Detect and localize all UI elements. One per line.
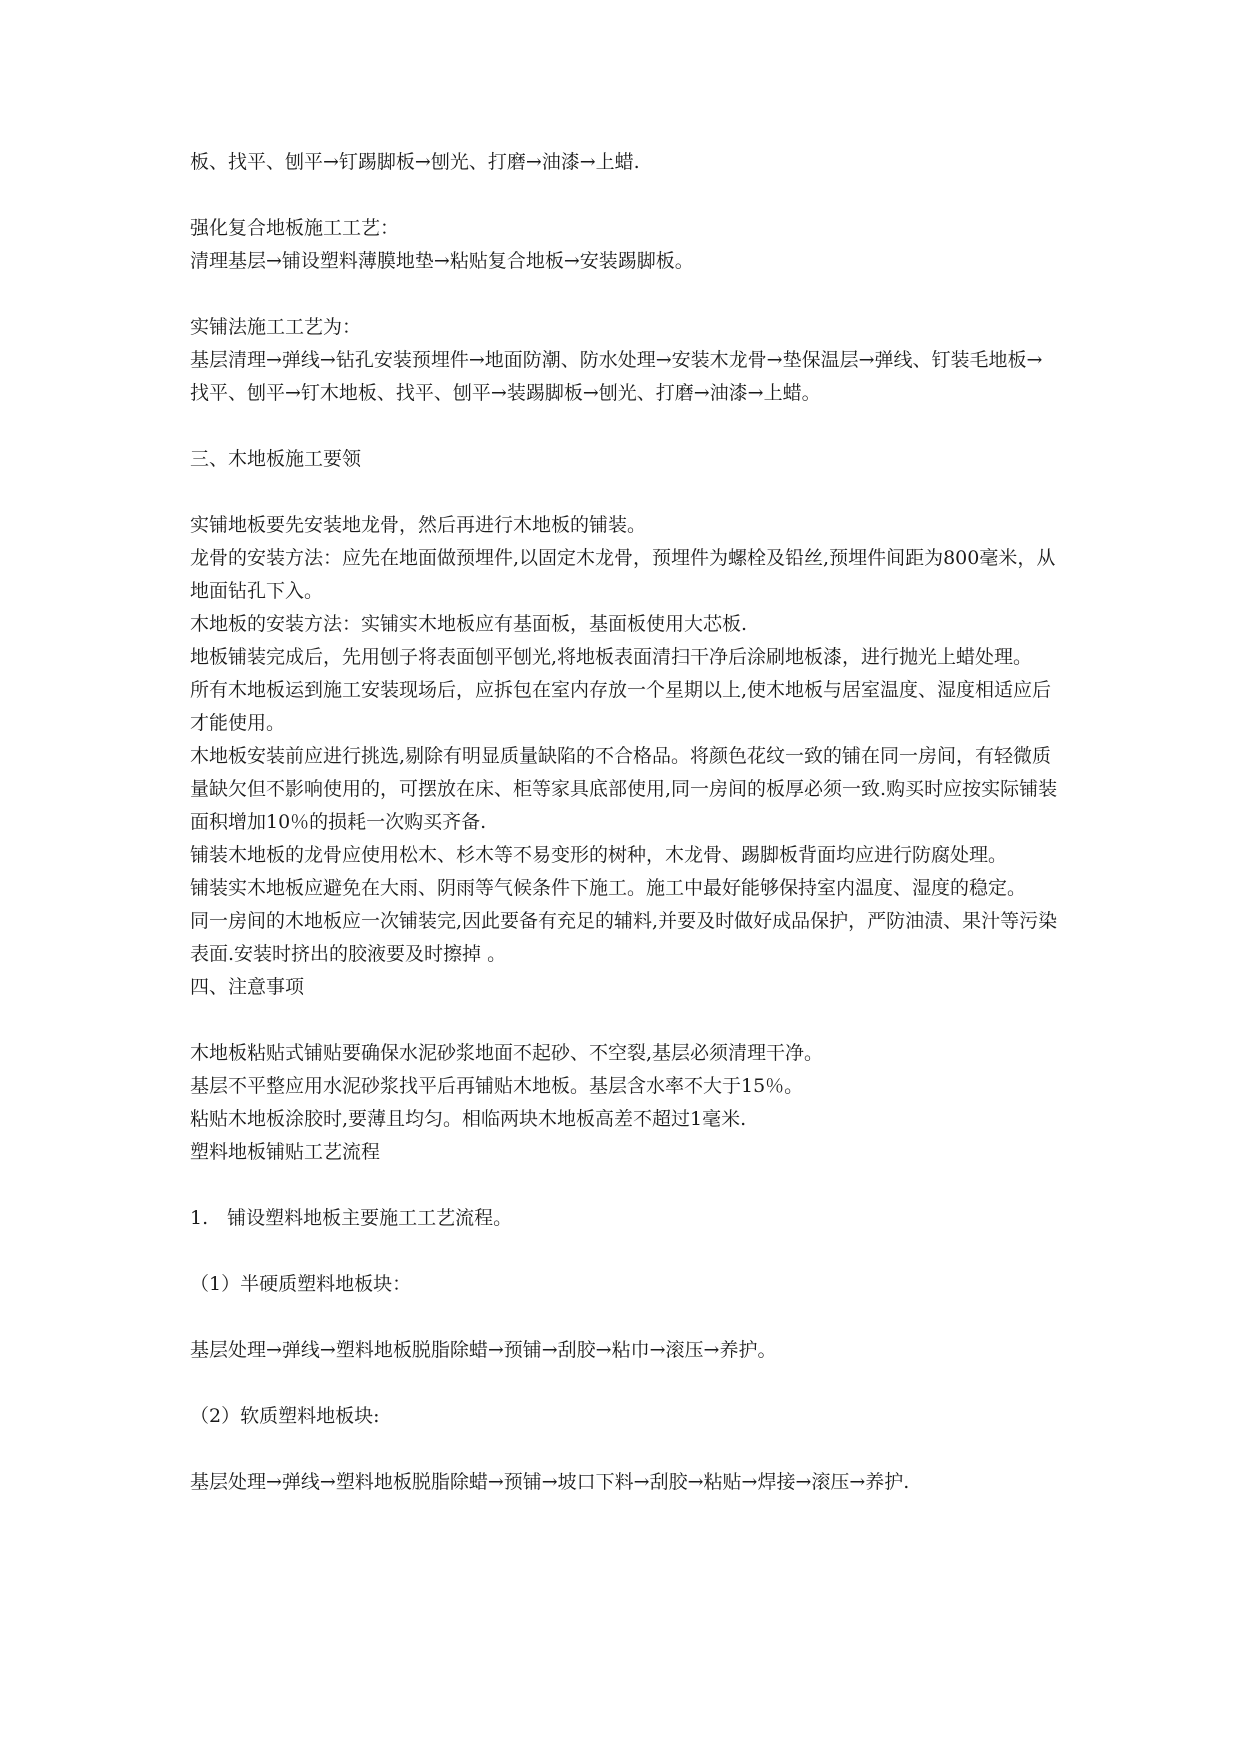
paragraph-line: 地板铺装完成后，先用刨子将表面刨平刨光,将地板表面清扫干净后涂刷地板漆，进行抛光上蜡处理。 (190, 646, 1033, 668)
section-heading: 强化复合地板施工工艺： (190, 217, 400, 239)
section-heading: 塑料地板铺贴工艺流程 (190, 1141, 381, 1163)
paragraph-line: 基层处理→弹线→塑料地板脱脂除蜡→预铺→坡口下料→刮胶→粘贴→焊接→滚压→养护. (190, 1471, 910, 1493)
paragraph-line: 铺装实木地板应避免在大雨、阴雨等气候条件下施工。施工中最好能够保持室内温度、湿度的稳定。 (190, 877, 1027, 899)
paragraph-line: 龙骨的安装方法：应先在地面做预埋件,以固定木龙骨，预埋件为螺栓及铅丝,预埋件间距为800毫米，从地面钻孔下入。 (190, 547, 1056, 602)
section-heading: 三、木地板施工要领 (190, 448, 362, 470)
sub-item: （2）软质塑料地板块: (190, 1405, 380, 1427)
numbered-item: 1. 铺设塑料地板主要施工工艺流程。 (190, 1207, 513, 1229)
paragraph-line: 基层不平整应用水泥砂浆找平后再铺贴木地板。基层含水率不大于15％。 (190, 1075, 804, 1097)
section-heading: 四、注意事项 (190, 976, 305, 998)
paragraph-line: 所有木地板运到施工安装现场后，应拆包在室内存放一个星期以上,使木地板与居室温度、湿度相适应后才能使用。 (190, 679, 1052, 734)
paragraph-line: 基层清理→弹线→钻孔安装预埋件→地面防潮、防水处理→安装木龙骨→垫保温层→弹线、钉装毛地板→找平、刨平→钉木地板、找平、刨平→装踢脚板→刨光、打磨→油漆→上蜡。 (190, 349, 1043, 404)
paragraph-line: 铺装木地板的龙骨应使用松木、杉木等不易变形的树种，木龙骨、踢脚板背面均应进行防腐处理。 (190, 844, 1008, 866)
paragraph-line: 基层处理→弹线→塑料地板脱脂除蜡→预铺→刮胶→粘巾→滚压→养护。 (190, 1339, 777, 1361)
paragraph-line: 清理基层→铺设塑料薄膜地垫→粘贴复合地板→安装踢脚板。 (190, 250, 694, 272)
document-body (190, 146, 1060, 1499)
paragraph-line: 木地板的安装方法：实铺实木地板应有基面板，基面板使用大芯板. (190, 613, 748, 635)
paragraph-line: 粘贴木地板涂胶时,要薄且均匀。相临两块木地板高差不超过1毫米. (190, 1108, 747, 1130)
paragraph-line: 木地板安装前应进行挑选,剔除有明显质量缺陷的不合格品。将颜色花纹一致的铺在同一房间，有轻微质量缺欠但不影响使用的，可摆放在床、柜等家具底部使用,同一房间的板厚必须一致.购买时应按实际铺装面积增加10％的损耗一次购买齐备. (190, 745, 1058, 833)
paragraph-line: 板、找平、刨平→钉踢脚板→刨光、打磨→油漆→上蜡. (190, 151, 640, 173)
paragraph-line: 实铺地板要先安装地龙骨，然后再进行木地板的铺装。 (190, 514, 647, 536)
section-heading: 实铺法施工工艺为： (190, 316, 362, 338)
paragraph-line: 木地板粘贴式铺贴要确保水泥砂浆地面不起砂、不空裂,基层必须清理干净。 (190, 1042, 824, 1064)
sub-item: （1）半硬质塑料地板块： (190, 1273, 412, 1295)
paragraph-line: 同一房间的木地板应一次铺装完,因此要备有充足的辅料,并要及时做好成品保护，严防油渍、果汁等污染表面.安装时挤出的胶液要及时擦掉 。 (190, 910, 1058, 965)
